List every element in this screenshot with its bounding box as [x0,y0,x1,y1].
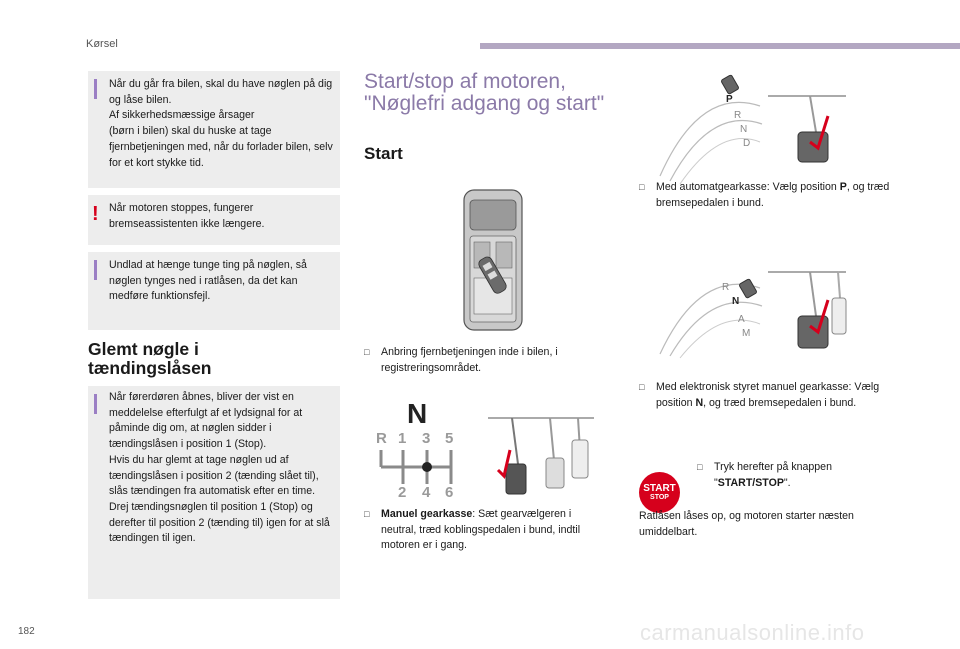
gear-top-label: R [376,430,387,447]
gear-pattern [376,430,460,500]
gear-top-label: 1 [398,430,407,447]
etg-gearbox-text: Med elektronisk styret manuel gearkasse: Vælg position [656,381,880,409]
gear-bottom-label: 6 [445,484,454,501]
warning-note [88,195,340,245]
manual-gearbox-text: : Sæt gearvælgeren i neutral, træd koblingspedalen i bund, indtil motoren er i gang. [381,508,581,552]
car-top-view-illustration [462,186,524,334]
auto-gearbox-text-end: , og træd bremsepedalen i bund. [656,181,890,209]
info-mark [94,79,97,99]
start-label: START [643,482,676,494]
step-manual-gearbox [364,507,608,554]
info-note-2-text: Undlad at hænge tunge ting på nøglen, så nøglen tynges ned i ratlåsen, da det kan medføre funktionsfejl. [109,259,307,303]
auto-letter-p: P [726,94,733,105]
auto-gearbox-illustration [650,76,850,186]
bullet-box-icon: □ [697,462,703,472]
etg-letter-a: A [738,314,745,325]
stop-label: STOP [650,493,669,501]
step-place-key [364,345,600,376]
step-etg-gearbox [639,380,889,411]
auto-gearbox-text: Med automatgearkasse: Vælg position [656,181,840,193]
bullet-box-icon: □ [639,182,645,192]
auto-letter-d: D [743,138,751,149]
page-title: Start/stop af motoren, "Nøglefri adgang og start" [364,70,605,115]
auto-letter-n: N [740,124,748,135]
header-bar [480,43,960,49]
bullet-box-icon: □ [364,509,370,519]
info-note-1-text: Når du går fra bilen, skal du have nøglen på dig og låse bilen. Af sikkerhedsmæssige årsager (børn i bilen) skal du huske at tage fjernbetjeningen med, når du forlader bilen, selv for et kort stykke tid. [109,78,333,169]
gear-bottom-label: 2 [398,484,407,501]
warning-icon: ! [92,203,99,225]
bullet-box-icon: □ [639,382,645,392]
start-stop-button-icon [639,472,680,513]
gear-bottom-label: 4 [422,484,431,501]
press-start-text: Tryk herefter på knappen " [714,461,832,489]
page-number: 182 [18,626,35,637]
manual-gearbox-label: Manuel gearkasse [381,508,473,520]
start-heading: Start [364,144,403,163]
gear-gate-lines [376,448,460,486]
gear-neutral-letter: N [407,398,428,429]
manual-pedals-illustration [482,410,602,502]
gear-top-label: 3 [422,430,431,447]
etg-gearbox-position: N [695,396,704,409]
step-place-key-text: Anbring fjernbetjeningen inde i bilen, i registreringsområdet. [381,346,558,374]
info-mark [94,260,97,280]
etg-letter-m: M [742,328,751,339]
step-auto-gearbox [639,180,899,211]
etg-letter-r: R [722,282,730,293]
result-text: Ratlåsen låses op, og motoren starter næsten umiddelbart. [639,510,854,538]
auto-gearbox-position: P [839,181,847,193]
gear-top-label: 5 [445,430,454,447]
etg-gearbox-illustration [650,268,850,360]
auto-letter-r: R [734,110,742,121]
info-mark [94,394,97,414]
info-note-2 [88,252,340,330]
forgotten-key-title: Glemt nøgle i tændingslåsen [88,339,212,378]
press-start-button-name: START/STOP [717,476,784,489]
step-press-start [697,460,867,491]
warning-note-text: Når motoren stoppes, fungerer bremseassistenten ikke længere. [109,202,265,230]
etg-letter-n: N [732,296,740,307]
section-label: Kørsel [86,38,118,50]
watermark: carmanualsonline.info [640,620,865,645]
forgotten-key-note [88,386,340,599]
press-start-text-end: ". [783,476,791,489]
info-note-1 [88,71,340,188]
etg-gearbox-text-end: , og træd bremsepedalen i bund. [703,396,857,409]
bullet-box-icon: □ [364,347,370,357]
forgotten-key-text: Når førerdøren åbnes, bliver der vist en meddelelse efterfulgt af et lydsignal for at påminde dig om, at nøglen sidder i tændingslåsen i position 1 (Stop). Hvis du har glemt at tage nøglen ud af tændingslåsen i position 2 (tænding slået til), slås tændingen fra automatisk efter en time. Drej tændingsnøglen til position 1 (Stop) og derefter til position 2 (tænding til) igen for at slå tændingen til igen. [109,391,330,545]
